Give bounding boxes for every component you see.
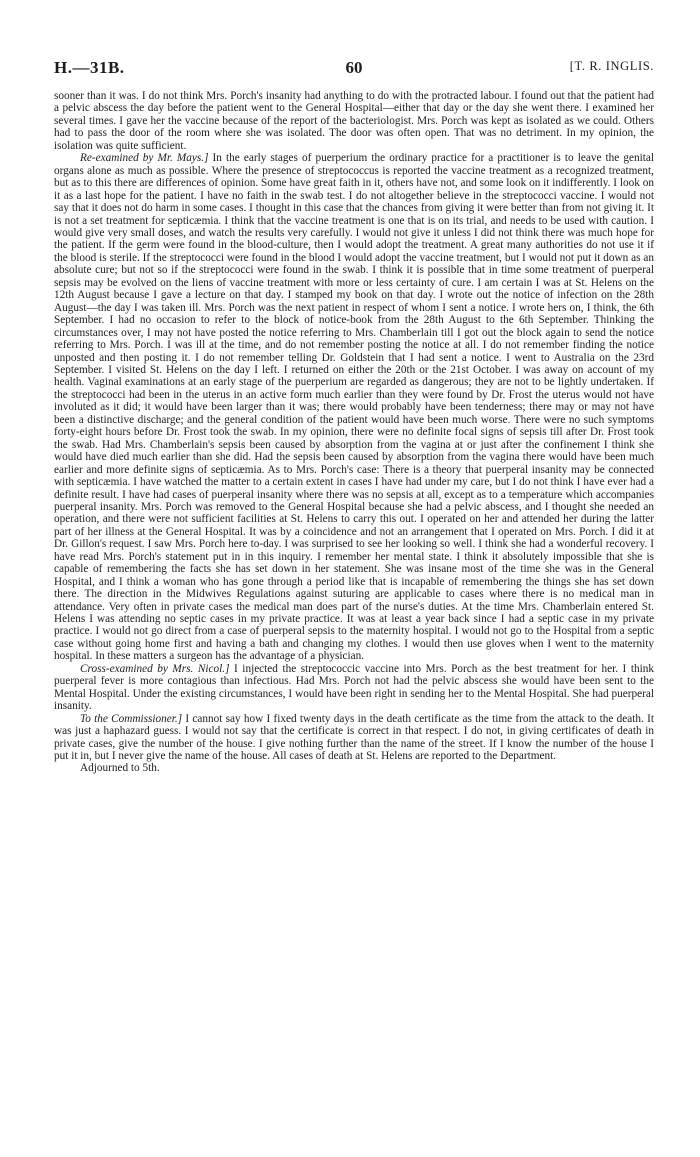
paper-number: H.—31B. — [54, 58, 125, 77]
paragraph-text: sooner than it was. I do not think Mrs. Porch's insanity had anything to do with the protracted labour. I found out that the patient had a pelvic abscess the day before the patient went to the General Hospital—either that day or the day she went there. I examined her several times. I gave her the vaccine because of the report of the bacteriologist. Mrs. Porch was kept as isolated as we could. Others had to pass the door of the room where she was isolated. The door was often open. That was no detriment. In my opinion, the isolation was quite sufficient. — [54, 90, 654, 152]
examination-lead: Re-examined by Mr. Mays.] — [80, 152, 209, 165]
examination-lead: To the Commissioner.] — [80, 712, 183, 725]
paragraph-text: I cannot say how I fixed twenty days in the death certificate as the time from the attack to the death. It was just a haphazard guess. I would not say that the certificate is correct in that respect. I do not, in giving certificates of death in private cases, give the number of the house. I give nothing further than the name of the street. If I know the number of the house I put it in, but I never give the name of the house. All cases of death at St. Helens are reported to the Department. — [54, 712, 654, 763]
examination-lead: Cross-examined by Mrs. Nicol.] — [80, 662, 230, 675]
page-header — [54, 58, 654, 82]
paragraph-text: In the early stages of puerperium the ordinary practice for a practitioner is to leave the genital organs alone as much as possible. Where the presence of streptococcus is reported the vaccine treatment as a recognized treatment, but as to this there are differences of opinion. Some have great faith in it, others have not, and some look on it indifferently. I look on it as a last hope for the patient. I have no faith in the swab test. I do not altogether believe in the streptococci vaccine. I would not say that it does not do harm in some cases. I thought in this case that the chances from giving it were better than from not giving it. It is not a set treatment for septicæmia. I think that the vaccine treatment is one that is on its trial, and needs to be used with caution. I would give very small doses, and watch the results very carefully. I would not give it unless I did not think there was much hope for the patient. If the germ were found in the blood-culture, then I would adopt the treatment. A great many authorities do not use it if the blood is sterile. If the streptococci were found in the blood I would adopt the vaccine treatment, but I would not put it down as an absolute cure; but not so if the streptococci were found in the swab. I think it is possible that in time some treatment of puerperal sepsis may be evolved on the liens of vaccine treatment with more or less certainty of cure. I am certain I was at St. Helens on the 12th August because I gave a lecture on that day. I stamped my book on that day. I wrote out the notice of infection on the 28th August—the day I was taken ill. Mrs. Porch was the next patient in respect of whom I sent a notice. I wrote hers on, I think, the 6th September. I had no occasion to refer to the block of notice-book from the 28th August to the 6th September. Thinking the circumstances over, I may not have posted the notice referring to Mrs. Chamberlain till I got out the block again to send the notice referring to Mrs. Porch. I was ill at the time, and do not remember posting the notice at all. I do not remember finding the notice unposted and then posting it. I do not remember telling Dr. Goldstein that I had sent a notice. I went to Australia on the 23rd September. I visited St. Helens on the day I left. I returned on either the 20th or the 21st October. I was away on account of my health. Vaginal examinations at an early stage of the puerperium are regarded as dangerous; they are not to be lightly undertaken. If the streptococci had been in the uterus in an active form much earlier than they were found by Dr. Frost the uterus would not have involuted as it did; it would have been larger than it was; there would probably have been tenderness; there may or may not have been a distinctive discharge; and the general condition of the patient would have been much worse. There were no such symptoms forty-eight hours before Dr. Frost took the swab. In my opinion, there were no definite focal signs of sepsis till after Dr. Frost took the swab. Had Mrs. Chamberlain's sepsis been caused by absorption from the vagina at or just after the confinement I think she would have died much earlier than she did. Had the sepsis been caused by absorption from the vagina there would have been much earlier and more definite signs of septicæmia. As to Mrs. Porch's case: There is a theory that puerperal insanity may be connected with septicæmia. I have watched the matter to a certain extent in cases I have had under my care, but I do not think I have ever had a definite result. I have had cases of puerperal insanity where there was no sepsis at all, except as to a temperature which accompanies puerperal insanity. Mrs. Porch was removed to the General Hospital because she had a pelvic abscess, and I thought she needed an operation, and there were not sufficient facilities at St. Helens to carry this out. I operated on her and attended her during the latter part of her illness at the General Hospital. It was by a coincidence and not an arrangement that I operated on Mrs. Porch. I did it at Dr. Gillon's request. I saw Mrs. Porch here to-day. I was surprised to see her looking so well. I think she had a wonderful recovery. I have read Mrs. Porch's statement put in in this inquiry. I remember her mental state. I think it absolutely impossible that she is capable of remembering the facts she has set down in her statement. She was insane most of the time she was in the General Hospital, and I think a woman who has gone through a period like that is incapable of remembering the things she has set down there. The direction in the Midwives Regulations against suturing are applicable to cases where there is no medical man in attendance. Very often in private cases the medical man does part of the nurse's duties. At the time Mrs. Chamberlain entered St. Helens I was attending no septic cases in my private practice. It was at least a year back since I had a septic case in my private practice. I would not go direct from a case of puerperal sepsis to the maternity hospital. I would not go to the Hospital from a septic case without going home first and having a bath and changing my clothes. I would then use gloves when I went to the maternity hospital. In these matters a surgeon has the advantage of a physician. — [54, 152, 654, 663]
body-text — [54, 90, 654, 775]
paragraph-adjournment — [54, 762, 654, 774]
document-page — [54, 58, 654, 775]
page-number: 60 — [345, 58, 363, 77]
paragraph-cross-examination — [54, 663, 654, 713]
paragraph-continuation — [54, 90, 654, 152]
paragraph-re-examination — [54, 152, 654, 663]
paragraph-text: I injected the streptococcic vaccine into Mrs. Porch as the best treatment for her. I think puerperal fever is more contagious than infectious. Had Mrs. Porch not had the pelvic abscess she would have been sent to the Mental Hospital. Under the existing circumstances, I would have been right in sending her to the Mental Hospital. She had puerperal insanity. — [54, 662, 654, 713]
paragraph-text: Adjourned to 5th. — [80, 762, 160, 775]
paragraph-commissioner — [54, 713, 654, 763]
witness-name: [T. R. INGLIS. — [569, 59, 654, 73]
